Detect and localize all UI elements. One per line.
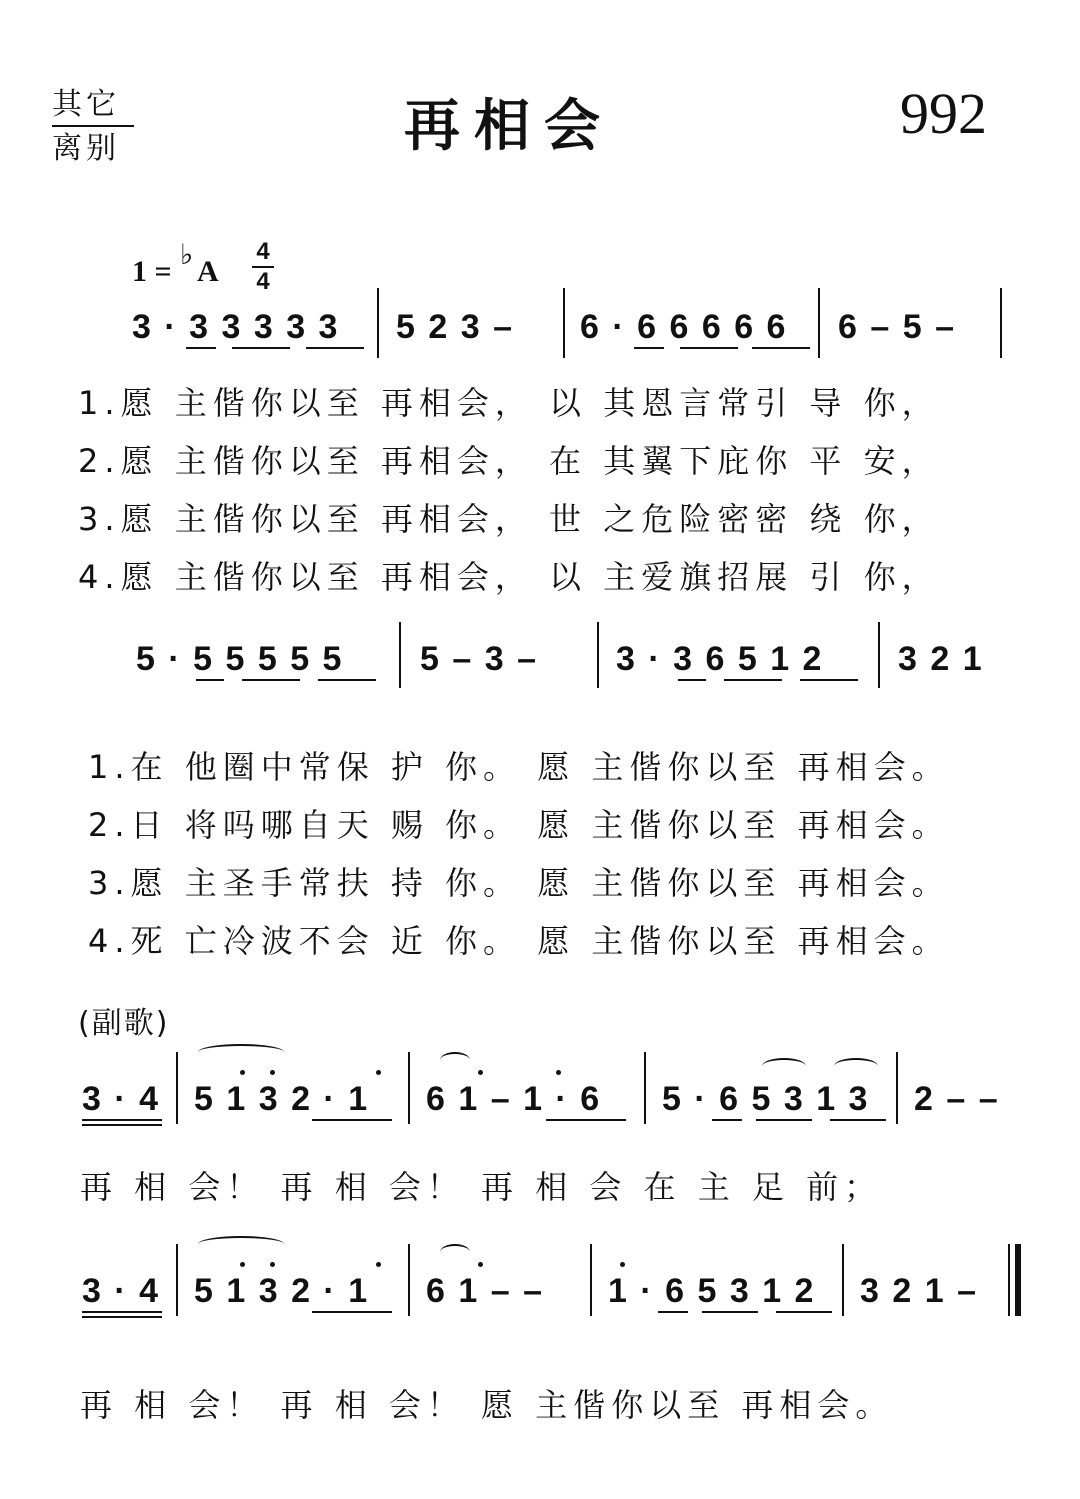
verse-3-line-1: 3.愿 主偕你以至 再相会， 世 之危险密密 绕 你， [78,500,940,538]
barline [896,1052,898,1124]
measure-1-3: 6 · 6 6 6 6 6 [580,308,788,346]
final-barline-thick [1015,1244,1021,1316]
chorus-lyrics-line-2: 再 相 会！ 再 相 会！ 愿 主偕你以至 再相会。 [80,1386,894,1424]
underline [752,347,810,349]
underline [800,679,858,681]
measure-3-3: 6 1 – 1 · 6 [426,1080,602,1118]
barline [842,1244,844,1316]
barline [878,622,880,688]
category-primary: 其它 [52,87,120,122]
high-octave-dot [240,1070,245,1075]
underline [546,1119,626,1121]
barline [1000,288,1002,358]
underline [186,347,216,349]
underline [702,1311,758,1313]
barline [818,288,820,358]
key-prefix: 1 = [132,255,172,288]
time-signature-bottom: 4 [256,268,270,295]
high-octave-dot [270,1070,275,1075]
measure-2-1: 5 · 5 5 5 5 5 [136,640,344,678]
underline [242,679,300,681]
underline [318,679,376,681]
category-secondary: 离别 [52,131,120,166]
high-octave-dot [478,1262,483,1267]
measure-2-3: 3 · 3 6 5 1 2 [616,640,824,678]
underline [712,1119,742,1121]
chorus-lyrics-line-1: 再 相 会！ 再 相 会！ 再 相 会 在 主 足 前； [80,1168,883,1206]
verse-2-line-2: 2.日 将吗哪自天 赐 你。 愿 主偕你以至 再相会。 [88,806,950,844]
high-octave-dot [620,1262,625,1267]
barline [408,1052,410,1124]
verse-4-line-2: 4.死 亡冷波不会 近 你。 愿 主偕你以至 再相会。 [88,922,950,960]
measure-3-5: 2 – – [914,1080,1000,1118]
category-divider [52,125,134,127]
barline [176,1244,178,1316]
verse-3-line-2: 3.愿 主圣手常扶 持 你。 愿 主偕你以至 再相会。 [88,864,950,902]
underline [634,347,664,349]
measure-2-4: 3 2 1 [898,640,984,678]
measure-4-5: 3 2 1 – [860,1272,978,1310]
hymn-title: 再相会 [404,94,614,159]
barline [590,1244,592,1316]
measure-1-4: 6 – 5 – [838,308,956,346]
final-barline-thin [1008,1244,1010,1316]
slur [834,1058,878,1074]
underline [678,679,706,681]
measure-3-4: 5 · 6 5 3 1 3 [662,1080,870,1118]
underline [232,347,290,349]
underline [830,1119,886,1121]
slur [762,1058,806,1074]
barline [176,1052,178,1124]
verse-2-line-1: 2.愿 主偕你以至 再相会， 在 其翼下庇你 平 安， [78,442,940,480]
slur [440,1244,470,1260]
underline [82,1316,162,1318]
verse-4-line-1: 4.愿 主偕你以至 再相会， 以 主爱旗招展 引 你， [78,558,940,596]
measure-1-2: 5 2 3 – [396,308,514,346]
measure-4-3: 6 1 – – [426,1272,544,1310]
measure-4-4: 1 · 6 5 3 1 2 [608,1272,816,1310]
chorus-label: (副歌) [78,1006,170,1041]
high-octave-dot [556,1070,561,1075]
flat-sign: ♭ [180,238,194,271]
time-signature-top: 4 [256,238,270,265]
measure-1-1: 3 · 3 3 3 3 3 [132,308,340,346]
high-octave-dot [478,1070,483,1075]
high-octave-dot [376,1070,381,1075]
high-octave-dot [376,1262,381,1267]
underline [312,1311,392,1313]
hymn-number: 992 [900,81,987,146]
barline [563,288,565,358]
measure-2-2: 5 – 3 – [420,640,538,678]
underline [82,1119,162,1121]
underline [680,347,738,349]
underline [756,1119,812,1121]
barline [408,1244,410,1316]
measure-4-2: 5 1 3 2 · 1 [194,1272,370,1310]
underline [196,679,224,681]
slur [198,1236,284,1252]
barline [399,622,401,688]
underline [312,1119,392,1121]
verse-1-line-2: 1.在 他圈中常保 护 你。 愿 主偕你以至 再相会。 [88,748,950,786]
underline [82,1124,162,1126]
measure-4-1: 3 · 4 [82,1272,161,1310]
key-name: A [197,255,219,288]
high-octave-dot [270,1262,275,1267]
high-octave-dot [240,1262,245,1267]
underline [82,1311,162,1313]
underline [658,1311,688,1313]
slur [440,1052,470,1068]
underline [776,1311,832,1313]
slur [198,1044,284,1060]
barline [644,1052,646,1124]
measure-3-1: 3 · 4 [82,1080,161,1118]
underline [724,679,782,681]
barline [377,288,379,358]
verse-1-line-1: 1.愿 主偕你以至 再相会， 以 其恩言常引 导 你， [78,384,940,422]
barline [597,622,599,688]
underline [306,347,364,349]
measure-3-2: 5 1 3 2 · 1 [194,1080,370,1118]
